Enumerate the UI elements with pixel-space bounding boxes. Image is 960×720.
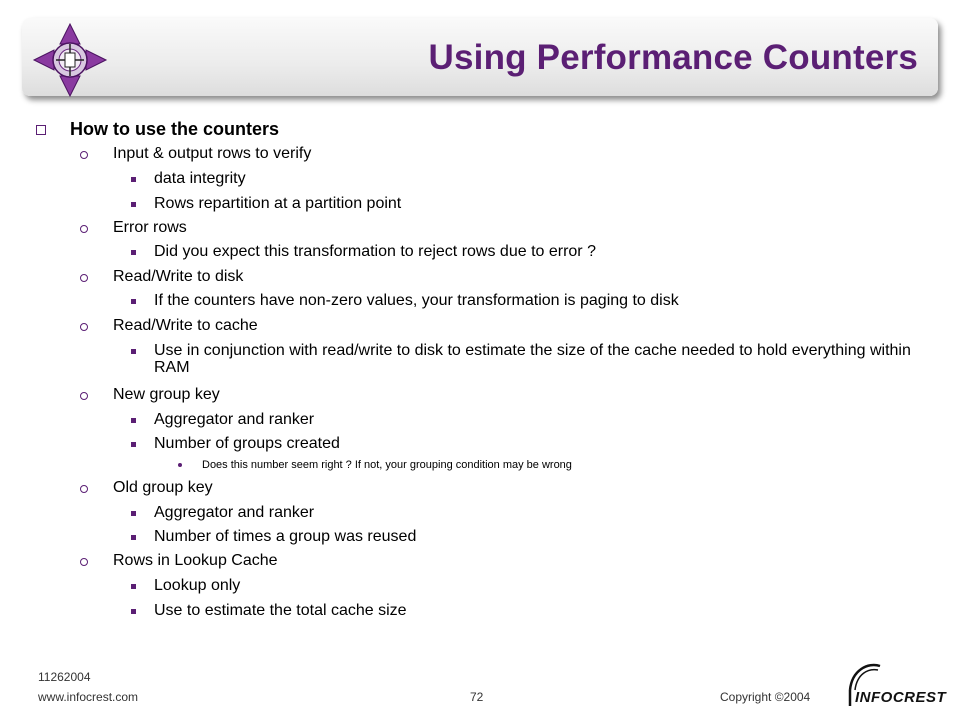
bullet-text: Did you expect this transformation to reject rows due to error ? bbox=[154, 243, 596, 260]
bullet-text: data integrity bbox=[154, 170, 246, 187]
square-bullet-icon bbox=[131, 442, 136, 447]
square-bullet-icon bbox=[131, 349, 136, 354]
bullet-text: Does this number seem right ? If not, your grouping condition may be wrong bbox=[202, 459, 572, 471]
square-bullet-icon bbox=[131, 511, 136, 516]
footer-website-link[interactable]: www.infocrest.com bbox=[38, 690, 139, 704]
square-bullet-icon bbox=[131, 535, 136, 540]
bullet-text: If the counters have non-zero values, your transformation is paging to disk bbox=[154, 292, 679, 309]
footer-page-number: 72 bbox=[470, 690, 484, 704]
dot-bullet-icon bbox=[178, 463, 182, 467]
bullet-text: Old group key bbox=[113, 479, 213, 496]
square-bullet-icon bbox=[131, 202, 136, 207]
square-bullet-icon bbox=[131, 250, 136, 255]
ring-bullet-icon bbox=[80, 392, 88, 400]
square-bullet-icon bbox=[131, 299, 136, 304]
bullet-text: Use to estimate the total cache size bbox=[154, 602, 407, 619]
bullet-text: Rows in Lookup Cache bbox=[113, 552, 278, 569]
square-bullet-icon bbox=[131, 418, 136, 423]
bullet-text: Aggregator and ranker bbox=[154, 411, 315, 428]
bullet-text: Read/Write to disk bbox=[113, 268, 244, 285]
ring-bullet-icon bbox=[80, 274, 88, 282]
bullet-text: How to use the counters bbox=[70, 119, 280, 139]
bullet-text: Number of times a group was reused bbox=[154, 528, 417, 545]
bullet-text: Input & output rows to verify bbox=[113, 145, 312, 162]
ring-bullet-icon bbox=[80, 323, 88, 331]
bullet-text: Error rows bbox=[113, 219, 187, 236]
slide-title: Using Performance Counters bbox=[428, 38, 918, 77]
square-bullet-icon bbox=[131, 584, 136, 589]
square-bullet-icon bbox=[131, 177, 136, 182]
bullet-text: Number of groups created bbox=[154, 435, 340, 452]
bullet-text: New group key bbox=[113, 386, 220, 403]
bullet-text: Rows repartition at a partition point bbox=[154, 195, 402, 212]
brand-name: INFOCREST bbox=[855, 689, 947, 706]
ring-bullet-icon bbox=[80, 485, 88, 493]
bullet-text: Use in conjunction with read/write to disk to estimate the size of the cache needed to hold everything within RAM bbox=[154, 342, 911, 376]
footer-date-code: 11262004 bbox=[38, 670, 91, 684]
square-bullet-icon bbox=[131, 609, 136, 614]
square-bullet-icon bbox=[36, 125, 46, 135]
bullet-text: Lookup only bbox=[154, 577, 241, 594]
ring-bullet-icon bbox=[80, 225, 88, 233]
ring-bullet-icon bbox=[80, 151, 88, 159]
bullet-text: Aggregator and ranker bbox=[154, 504, 315, 521]
ring-bullet-icon bbox=[80, 558, 88, 566]
footer-copyright: Copyright ©2004 bbox=[720, 690, 811, 704]
bullet-text: Read/Write to cache bbox=[113, 317, 258, 334]
